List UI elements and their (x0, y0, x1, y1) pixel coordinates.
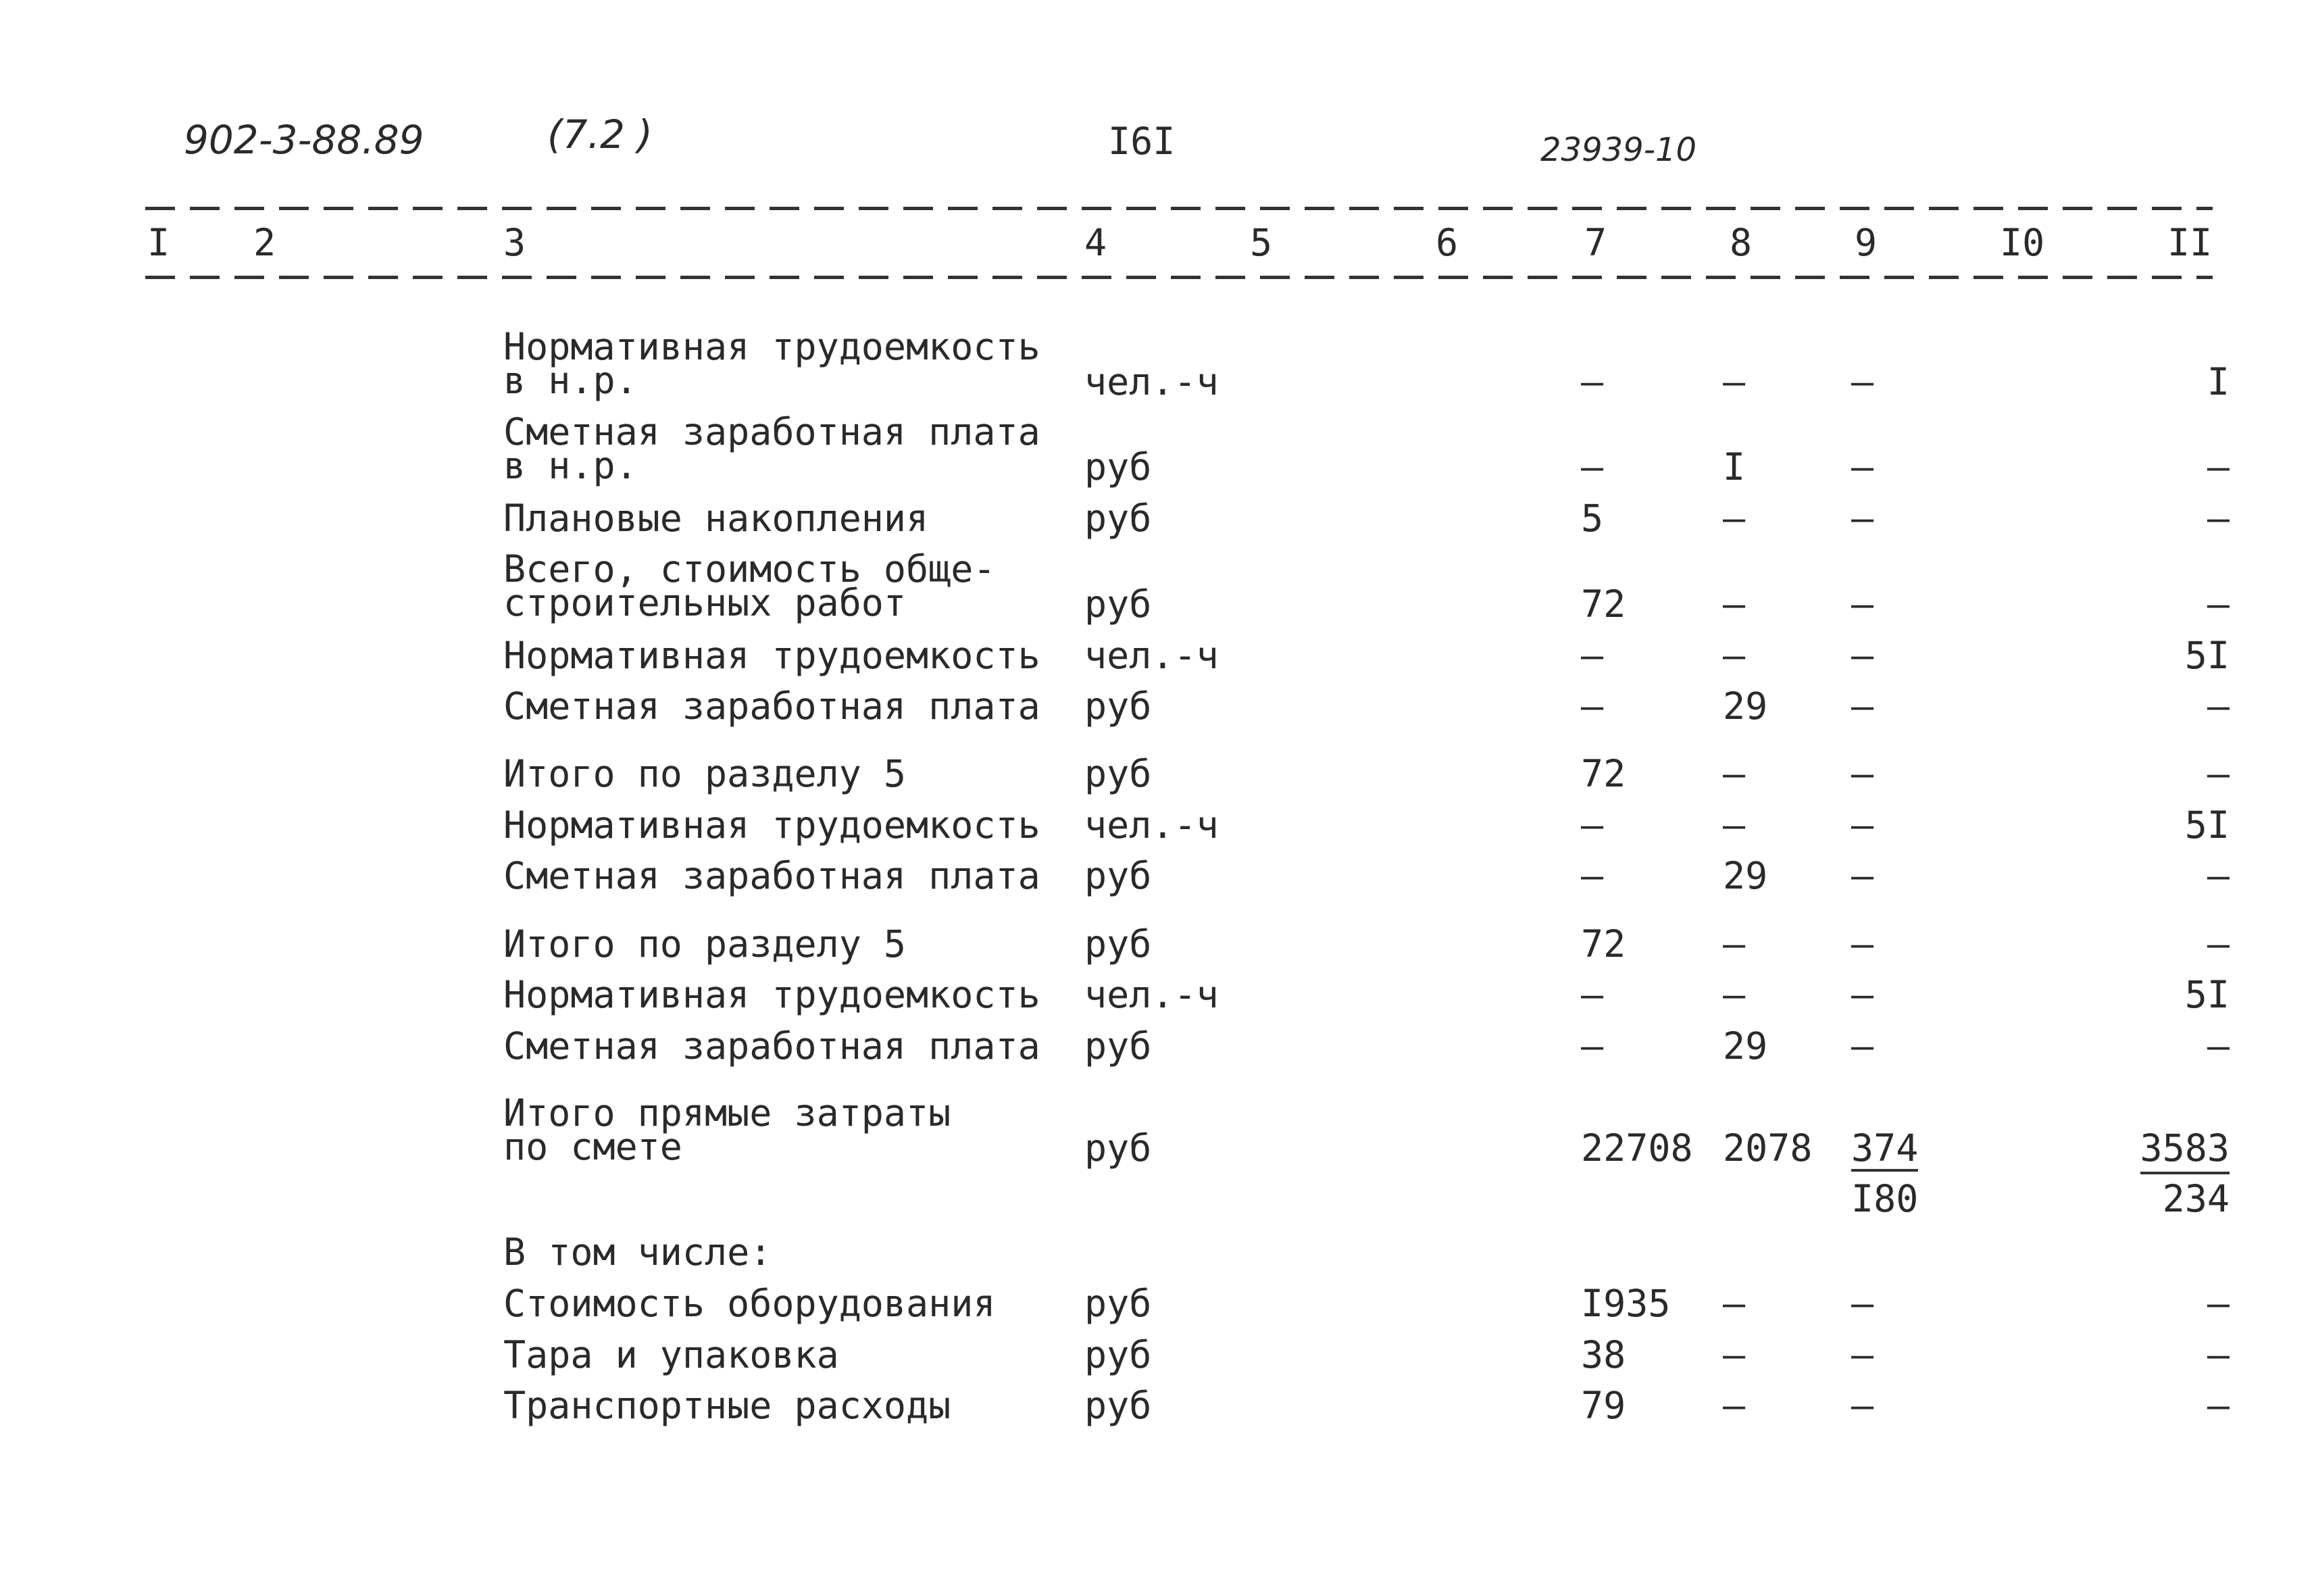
row-col9: – (1851, 1024, 1874, 1068)
row-unit: чел.-ч (1084, 360, 1219, 403)
row-col9: – (1851, 803, 1874, 847)
sheet-reference: (7.2 ) (547, 111, 653, 157)
row-unit: руб (1084, 922, 1152, 966)
row-col9: – (1851, 922, 1874, 966)
row-unit: руб (1084, 1384, 1152, 1427)
col-number-10: I0 (2000, 221, 2045, 264)
table-row (0, 1333, 2314, 1377)
table-row (0, 547, 2314, 626)
row-col8: 29 (1723, 684, 1768, 728)
inventory-number: 23939-10 (1540, 131, 1697, 169)
table-row (0, 1384, 2314, 1428)
row-col8: – (1723, 752, 1746, 795)
row-col9: – (1851, 854, 1874, 897)
row-col7: I935 (1581, 1282, 1671, 1325)
row-unit: руб (1084, 684, 1152, 728)
row-col11: 5I (2184, 973, 2230, 1016)
row-unit: руб (1084, 854, 1152, 897)
row-col8: – (1723, 497, 1746, 540)
row-name: Итого по разделу 5 (503, 922, 907, 966)
col-number-9: 9 (1855, 221, 1878, 264)
row-col7: 5 (1581, 497, 1604, 540)
row-unit: руб (1084, 1126, 1152, 1170)
row-name: Нормативная трудоемкость (503, 803, 1040, 847)
row-col11: – (2207, 922, 2230, 966)
col-number-4: 4 (1084, 221, 1107, 264)
row-col9: – (1851, 684, 1874, 728)
row-col8: – (1723, 803, 1746, 847)
row-name: Нормативная трудоемкость (503, 973, 1040, 1016)
row-name: Итого по разделу 5 (503, 752, 907, 795)
col-number-5: 5 (1250, 221, 1273, 264)
row-name: Нормативная трудоемкость в н.р. (503, 325, 1040, 402)
col-number-2: 2 (253, 221, 276, 264)
col-number-1: I (147, 221, 170, 264)
table-row (0, 854, 2314, 898)
row-col11: – (2207, 854, 2230, 897)
row-col8: – (1723, 922, 1746, 966)
row-col7: 72 (1581, 922, 1626, 966)
table-row (0, 922, 2314, 966)
row-unit: руб (1084, 1333, 1152, 1376)
row-col11: – (2207, 497, 2230, 540)
row-col11: 5I (2184, 634, 2230, 677)
row-col9: – (1851, 1333, 1874, 1376)
row-name: Тара и упаковка (503, 1333, 839, 1376)
row-col11-numerator-text: 3583 (2140, 1126, 2230, 1174)
table-row (0, 634, 2314, 678)
row-col7: – (1581, 1024, 1604, 1068)
col-number-11: II (2167, 221, 2213, 264)
row-unit: чел.-ч (1084, 803, 1219, 847)
row-name: Нормативная трудоемкость (503, 634, 1040, 677)
row-col8: – (1723, 634, 1746, 677)
row-name: Транспортные расходы (503, 1384, 951, 1427)
row-col11: – (2207, 1024, 2230, 1068)
row-col11: – (2207, 582, 2230, 626)
row-col9: – (1851, 634, 1874, 677)
row-col8: – (1723, 582, 1746, 626)
row-col11: – (2207, 1282, 2230, 1325)
row-col7: – (1581, 854, 1604, 897)
row-name: Сметная заработная плата (503, 854, 1040, 897)
row-col9: – (1851, 973, 1874, 1016)
row-unit: руб (1084, 445, 1152, 489)
row-col8: – (1723, 1333, 1746, 1376)
row-unit: чел.-ч (1084, 973, 1219, 1016)
col-number-7: 7 (1584, 221, 1607, 264)
row-col11: 5I (2184, 803, 2230, 847)
row-col8: – (1723, 1384, 1746, 1427)
row-name: Сметная заработная плата (503, 1024, 1040, 1068)
row-col9: – (1851, 1282, 1874, 1325)
row-col8: – (1723, 973, 1746, 1016)
row-col8: I (1723, 445, 1746, 489)
row-col9: – (1851, 582, 1874, 626)
table-row-subheading (0, 1230, 2314, 1274)
row-col7: – (1581, 803, 1604, 847)
row-col11-denominator: 234 (2162, 1177, 2230, 1220)
row-unit: руб (1084, 497, 1152, 540)
table-row (0, 803, 2314, 847)
table-row (0, 752, 2314, 796)
header-bottom-rule (145, 276, 2213, 279)
row-col7: 79 (1581, 1384, 1626, 1427)
table-row (0, 497, 2314, 541)
row-col7: – (1581, 634, 1604, 677)
row-col7: – (1581, 360, 1604, 403)
row-col7: – (1581, 445, 1604, 489)
row-col9-denominator: I80 (1851, 1177, 1919, 1220)
row-name: Сметная заработная плата в н.р. (503, 410, 1040, 487)
row-unit: чел.-ч (1084, 634, 1219, 677)
row-col9: – (1851, 752, 1874, 795)
header-top-rule (145, 207, 2213, 210)
row-col8: 29 (1723, 1024, 1768, 1068)
table-row (0, 1282, 2314, 1326)
table-row (0, 410, 2314, 489)
row-col7: – (1581, 684, 1604, 728)
row-col11: – (2207, 445, 2230, 489)
table-row (0, 973, 2314, 1017)
page-number: I6I (1108, 120, 1176, 163)
row-col9-numerator: 374 (1851, 1130, 1918, 1172)
row-name: Всего, стоимость обще- строительных работ (503, 547, 996, 624)
table-row (0, 684, 2314, 728)
row-col7: 72 (1581, 752, 1626, 795)
row-name: Сметная заработная плата (503, 684, 1040, 728)
row-col8: – (1723, 360, 1746, 403)
table-row-total (0, 1091, 2314, 1220)
row-col9: – (1851, 1384, 1874, 1427)
row-name: Стоимость оборудования (503, 1282, 996, 1325)
row-unit: руб (1084, 582, 1152, 626)
row-col7: – (1581, 973, 1604, 1016)
row-col11-numerator (2128, 1126, 2230, 1170)
row-col9: – (1851, 445, 1874, 489)
col-number-6: 6 (1436, 221, 1459, 264)
row-unit: руб (1084, 1282, 1152, 1325)
row-col11: – (2207, 684, 2230, 728)
row-col9: – (1851, 497, 1874, 540)
row-col11: – (2207, 1333, 2230, 1376)
row-col8: – (1723, 1282, 1746, 1325)
row-name: Итого прямые затраты по смете (503, 1091, 951, 1168)
row-col8: 29 (1723, 854, 1768, 897)
table-row (0, 325, 2314, 404)
row-col11: – (2207, 752, 2230, 795)
row-col8: 2078 (1723, 1126, 1813, 1170)
row-name: В том числе: (503, 1230, 772, 1274)
row-name: Плановые накопления (503, 497, 929, 540)
document-code: 902-3-88.89 (184, 117, 424, 163)
row-unit: руб (1084, 752, 1152, 795)
row-col9: – (1851, 360, 1874, 403)
col-number-8: 8 (1730, 221, 1753, 264)
col-number-3: 3 (503, 221, 526, 264)
row-col7: 22708 (1581, 1126, 1693, 1170)
row-col7: 38 (1581, 1333, 1626, 1376)
row-col7: 72 (1581, 582, 1626, 626)
row-col11: – (2207, 1384, 2230, 1427)
row-unit: руб (1084, 1024, 1152, 1068)
row-col11: I (2207, 360, 2230, 403)
table-row (0, 1024, 2314, 1068)
